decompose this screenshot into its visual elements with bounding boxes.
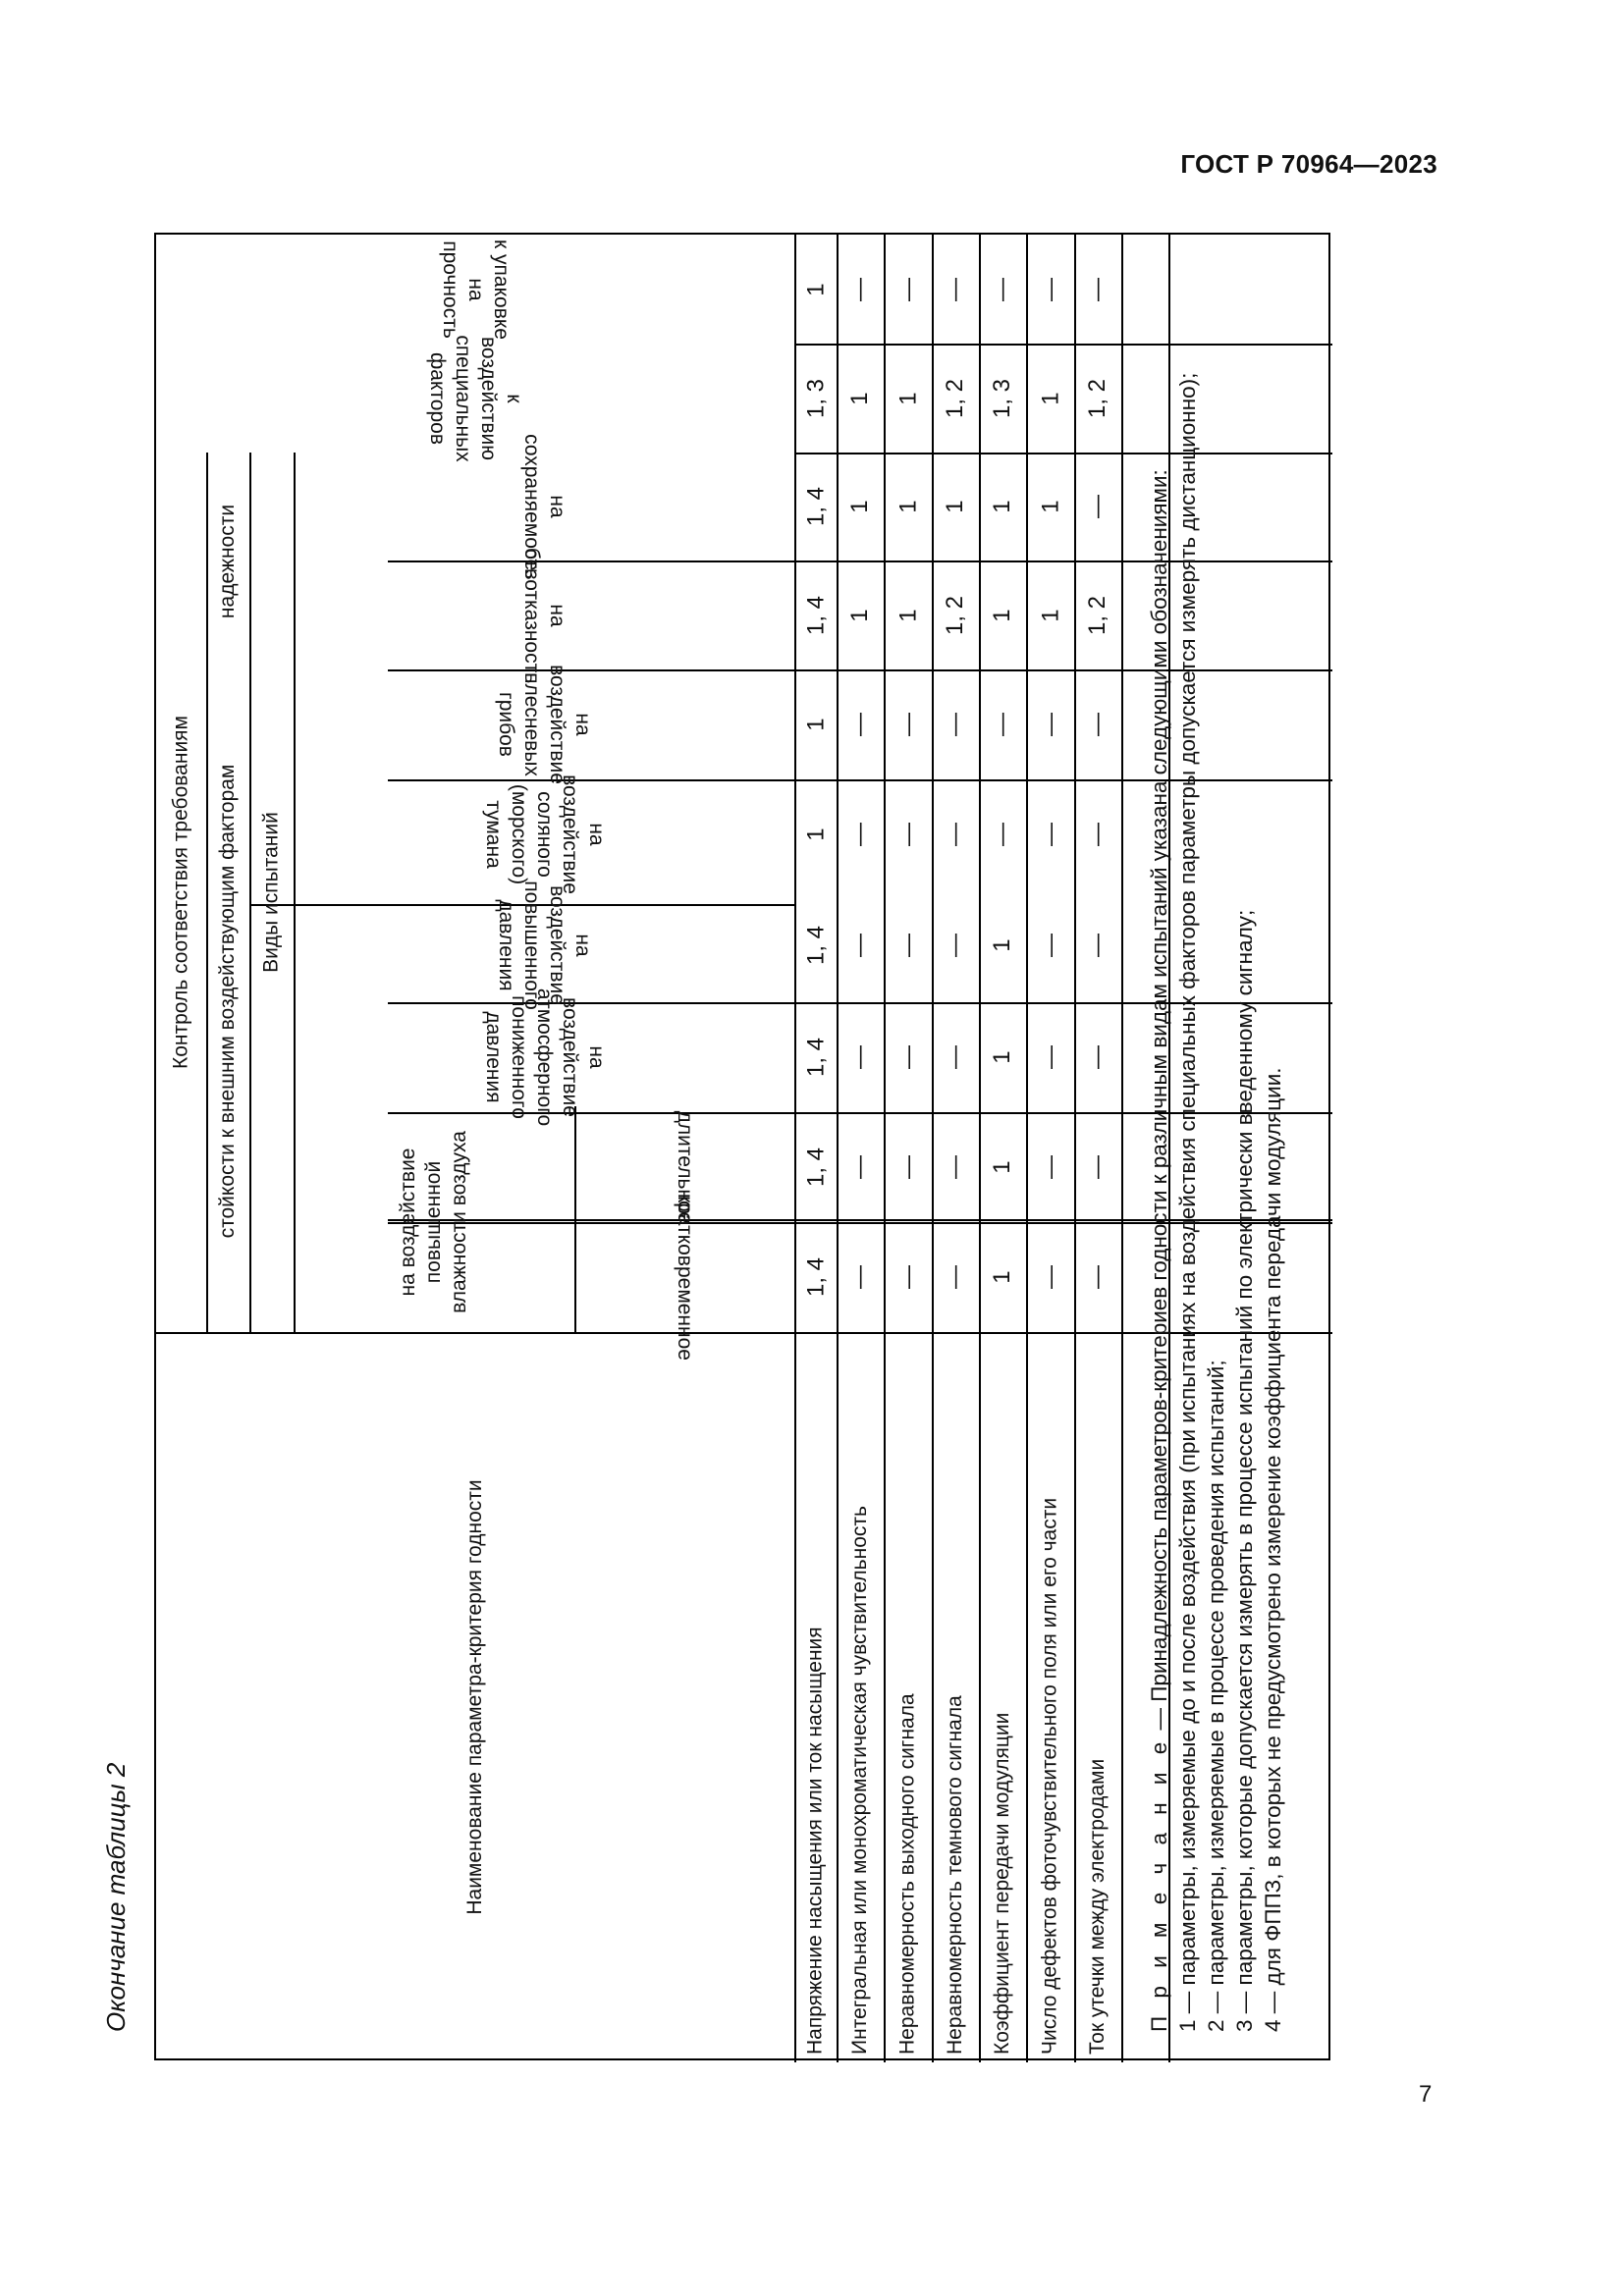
value-cell: — — [1036, 1265, 1063, 1289]
value-cell: 1, 4 — [801, 1147, 829, 1188]
value-cell: — — [893, 822, 921, 846]
value-cell: 1 — [942, 500, 968, 513]
value-cell: — — [1036, 1045, 1063, 1069]
value-cell: — — [1084, 713, 1110, 736]
note-item: 3 — параметры, которые допускается измерять в процессе испытаний по электрически введенному сигналу; — [1232, 909, 1257, 2032]
value-cell: — — [1084, 495, 1110, 518]
value-cell: — — [846, 277, 873, 301]
value-cell: — — [942, 934, 968, 957]
value-cell: 1 — [893, 608, 921, 622]
value-cell: — — [846, 1265, 873, 1289]
value-cell: — — [1036, 713, 1063, 736]
header-special-factors: к воздействию специальных факторов — [425, 334, 526, 462]
value-cell: — — [942, 1155, 968, 1179]
value-cell: 1 — [846, 500, 873, 513]
note-item: 2 — параметры, измеряемые в процессе проведения испытаний; — [1204, 1360, 1228, 2032]
value-cell: 1 — [801, 718, 829, 731]
value-cell: — — [1084, 277, 1110, 301]
value-cell: — — [942, 822, 968, 846]
value-cell: — — [1084, 1155, 1110, 1179]
value-cell: 1, 2 — [942, 595, 968, 635]
value-cell: — — [1084, 1045, 1110, 1069]
header-low-pressure: на воздействие атмосферного пониженного давления — [481, 988, 608, 1127]
page-number: 7 — [1419, 2081, 1433, 2108]
value-cell: — — [1036, 934, 1063, 957]
value-cell: — — [893, 713, 921, 736]
value-cell: 1, 4 — [801, 925, 829, 966]
value-cell: — — [893, 1045, 921, 1069]
value-cell: — — [989, 822, 1015, 846]
value-cell: — — [846, 822, 873, 846]
value-cell: 1 — [989, 500, 1015, 513]
header-long-term: длительное — [674, 1110, 697, 1224]
row-name: Неравномерность темнового сигнала — [943, 1695, 966, 2055]
value-cell: — — [893, 277, 921, 301]
value-cell: 1, 4 — [801, 486, 829, 527]
value-cell: — — [893, 1155, 921, 1179]
value-cell: 1 — [1036, 391, 1063, 405]
standard-code: ГОСТ Р 70964—2023 — [1180, 149, 1437, 179]
header-preservation: на сохраняемость — [520, 434, 569, 579]
value-cell: 1, 2 — [942, 378, 968, 418]
header-reliability: надежности — [215, 504, 239, 618]
value-cell: 1, 3 — [801, 378, 829, 418]
note-label: П р и м е ч а н и е — [1147, 1735, 1171, 2032]
value-cell: — — [1036, 1155, 1063, 1179]
value-cell: — — [846, 1045, 873, 1069]
note-item: 4 — для ФППЗ, в которых не предусмотрено измерение коэффициента передачи модуляции. — [1261, 1067, 1285, 2032]
header-packaging: к упаковке на прочность — [438, 239, 514, 340]
row-name: Ток утечки между электродами — [1085, 1758, 1109, 2055]
value-cell: 1 — [989, 1160, 1015, 1174]
value-cell: — — [942, 277, 968, 301]
value-cell: — — [893, 1265, 921, 1289]
note-item: 1 — параметры, измеряемые до и после воздействия (при испытаниях на воздействия специальных факторов параметры допускается измерять дистанционно); — [1175, 372, 1200, 2032]
header-short-term: кратковременное — [674, 1194, 697, 1361]
value-cell: 1 — [893, 391, 921, 405]
value-cell: 1 — [801, 282, 829, 296]
row-name: Коэффициент передачи модуляции — [990, 1712, 1013, 2055]
value-cell: 1 — [846, 608, 873, 622]
value-cell: — — [942, 713, 968, 736]
note-intro: — Принадлежность параметров-критериев годности к различным видам испытаний указана следующими обозначениями: — [1147, 469, 1171, 1736]
value-cell: 1 — [1036, 500, 1063, 513]
value-cell: 1, 2 — [1084, 378, 1110, 418]
value-cell: — — [942, 1045, 968, 1069]
header-control: Контроль соответствия требованиям — [169, 716, 192, 1069]
row-name: Неравномерность выходного сигнала — [895, 1693, 919, 2055]
value-cell: 1 — [1036, 608, 1063, 622]
value-cell: — — [846, 1155, 873, 1179]
value-cell: — — [942, 1265, 968, 1289]
header-test-types: Виды испытаний — [259, 812, 283, 973]
value-cell: — — [989, 713, 1015, 736]
header-humidity: на воздействие повышенной влажности воздуха — [396, 1131, 471, 1313]
value-cell: — — [846, 934, 873, 957]
header-salt-fog: на воздействие соляного (морского) тумана — [481, 774, 608, 894]
value-cell: 1 — [989, 1050, 1015, 1064]
value-cell: — — [846, 713, 873, 736]
header-param-name: Наименование параметра-критерия годности — [462, 1479, 486, 1915]
header-mold: на воздействие плесневых грибов — [494, 665, 595, 784]
header-failure-free: на безотказность — [520, 547, 569, 683]
value-cell: — — [1036, 277, 1063, 301]
row-name: Напряжение насыщения или ток насыщения — [803, 1627, 827, 2055]
value-cell: 1, 2 — [1084, 595, 1110, 635]
value-cell: — — [1084, 822, 1110, 846]
value-cell: 1 — [801, 827, 829, 841]
value-cell: 1, 4 — [801, 1256, 829, 1298]
value-cell: — — [1084, 934, 1110, 957]
table-notes — [1145, 241, 1337, 2056]
value-cell: 1 — [989, 608, 1015, 622]
header-resistance: стойкости к внешним воздействующим факторам — [215, 764, 239, 1238]
value-cell: 1 — [846, 391, 873, 405]
value-cell: 1 — [989, 938, 1015, 952]
row-name: Число дефектов фоточувствительного поля или его части — [1038, 1497, 1061, 2055]
value-cell: 1, 3 — [989, 378, 1015, 418]
value-cell: 1, 4 — [801, 1037, 829, 1078]
header-high-pressure: на воздействие повышенного давления — [494, 881, 595, 1010]
value-cell: — — [1036, 822, 1063, 846]
row-name: Интегральная или монохроматическая чувствительность — [847, 1506, 871, 2055]
value-cell: 1 — [893, 500, 921, 513]
value-cell: — — [893, 934, 921, 957]
value-cell: — — [1084, 1265, 1110, 1289]
table-caption: Окончание таблицы 2 — [101, 1762, 131, 2032]
grid-line — [1121, 235, 1123, 2062]
value-cell: — — [989, 277, 1015, 301]
value-cell: 1 — [989, 1270, 1015, 1284]
value-cell: 1, 4 — [801, 595, 829, 635]
